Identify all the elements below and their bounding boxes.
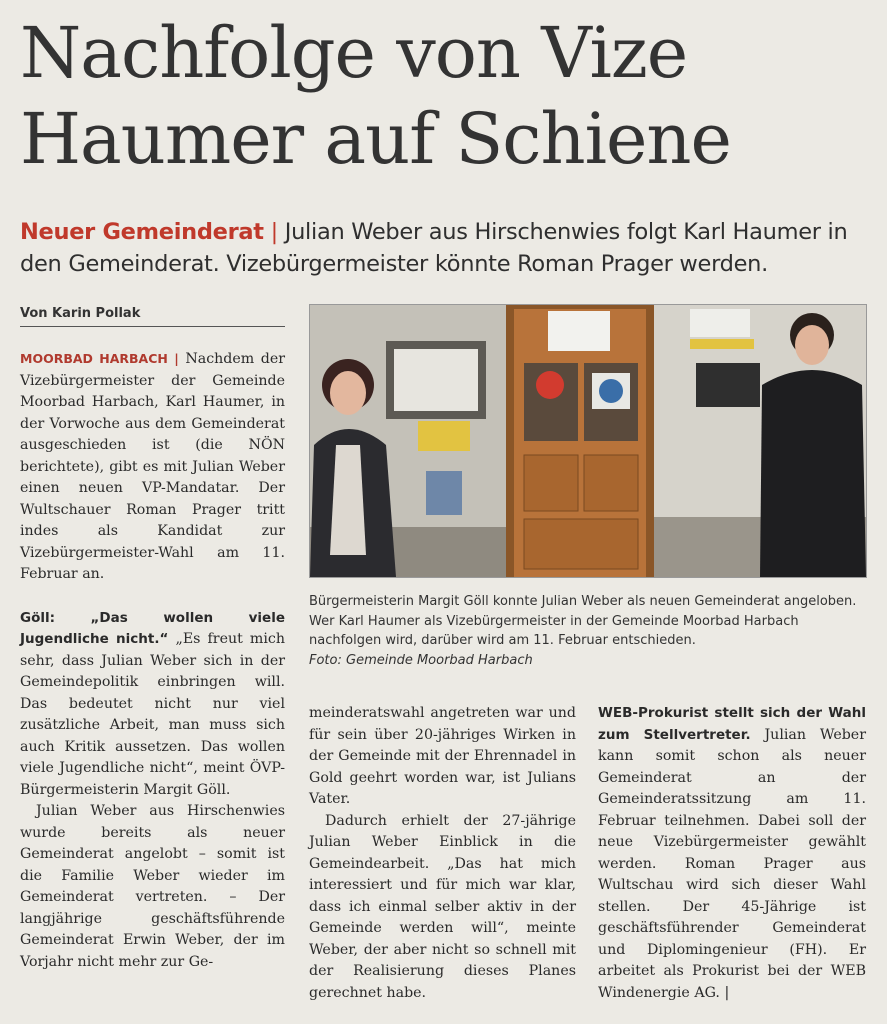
column-1-paragraph-1 [20,348,285,586]
deck [20,216,880,280]
deck-kicker: Neuer Gemeinderat [20,219,264,245]
column-2-paragraph-1: meinderatswahl angetreten war und für sein über 20-jähriges Wirken in der Gemeinde mit der Ehrennadel in Gold geehrt worden war, ist Julians Vater. [309,705,576,807]
column-3 [598,703,866,1004]
column-2-paragraph-2: Dadurch erhielt der 27-jährige Julian Weber Einblick in die Gemeindearbeit. „Das hat mich interessiert und für mich war klar, dass ich einmal selber aktiv in der Gemeinde werden will“, meinte Weber, der aber nicht so schnell mit der Realisierung dieses Planes gerechnet habe. [309,812,576,1001]
headline-line-2: Haumer auf Schiene [20,98,731,180]
subhead-goell: Göll: „Das wollen viele Jugendliche nicht.“ [20,609,285,647]
deck-text: Julian Weber aus Hirschenwies folgt Karl Haumer in den Gemeinderat. Vizebürgermeister könnte Roman Prager werden. [20,219,848,277]
dateline: MOORBAD HARBACH | [20,351,179,366]
subhead-web-prokurist: WEB-Prokurist stellt sich der Wahl zum Stellvertreter. [598,705,866,743]
column-3-text-1: Julian Weber kann somit schon als neuer Gemeinderat an der Gemeinderatssitzung am 11. Februar teilnehmen. Dabei soll der neue Vizebürgermeister gewählt werden. Roman Prager aus Wultschau wird sich dieser Wahl stellen. Der 45-Jährige ist geschäftsführender Gemeinderat und Diplomingenieur (FH). Er arbeitet als Prokurist bei der WEB Windenergie AG. [598,726,866,1001]
headline-line-1: Nachfolge von Vize [20,12,688,94]
article-photo [309,304,867,578]
column-1-paragraph-3: Julian Weber aus Hirschenwies wurde bereits als neuer Gemeinderat angelobt – somit ist die Familie Weber wieder im Gemeinderat vertreten. – Der langjährige geschäftsführende Gemeinderat Erwin Weber, der im Vorjahr nicht mehr zur Ge- [20,803,285,970]
photo-illustration [310,305,866,577]
deck-separator: | [270,219,278,245]
column-2 [309,703,576,1004]
photo-caption [309,592,869,670]
photo-credit: Foto: Gemeinde Moorbad Harbach [309,652,533,668]
headline [20,10,880,182]
column-1-text-1: Nachdem der Vizebürgermeister der Gemeinde Moorbad Harbach, Karl Haumer, in der Vorwoche aus dem Gemeinderat ausgeschieden ist (die NÖN berichtete), gibt es mit Julian Weber einen neuen VP-Mandatar. Der Wultschauer Roman Prager tritt indes als Kandidat zur Vizebürgermeister-Wahl am 11. Februar an. [20,351,285,582]
column-3-paragraph-1 [598,703,866,1004]
caption-text: Bürgermeisterin Margit Göll konnte Julian Weber als neuen Gemeinderat angeloben. Wer Karl Haumer als Vizebürgermeister in der Gemeinde Moorbad Harbach nachfolgen wird, darüber wird am 11. Februar entschieden. [309,594,857,648]
byline: Von Karin Pollak [20,306,285,327]
end-mark: | [724,984,730,1001]
column-1 [20,348,285,973]
column-1-paragraph-2 [20,608,285,802]
column-1-text-2: „Es freut mich sehr, dass Julian Weber sich in der Gemeindepolitik einbringen will. Das bedeutet nicht nur viel zusätzliche Arbeit, man muss sich auch Kritik aussetzen. Das wollen viele Jugendliche nicht“, meint ÖVP-Bürgermeisterin Margit Göll. [20,631,285,798]
